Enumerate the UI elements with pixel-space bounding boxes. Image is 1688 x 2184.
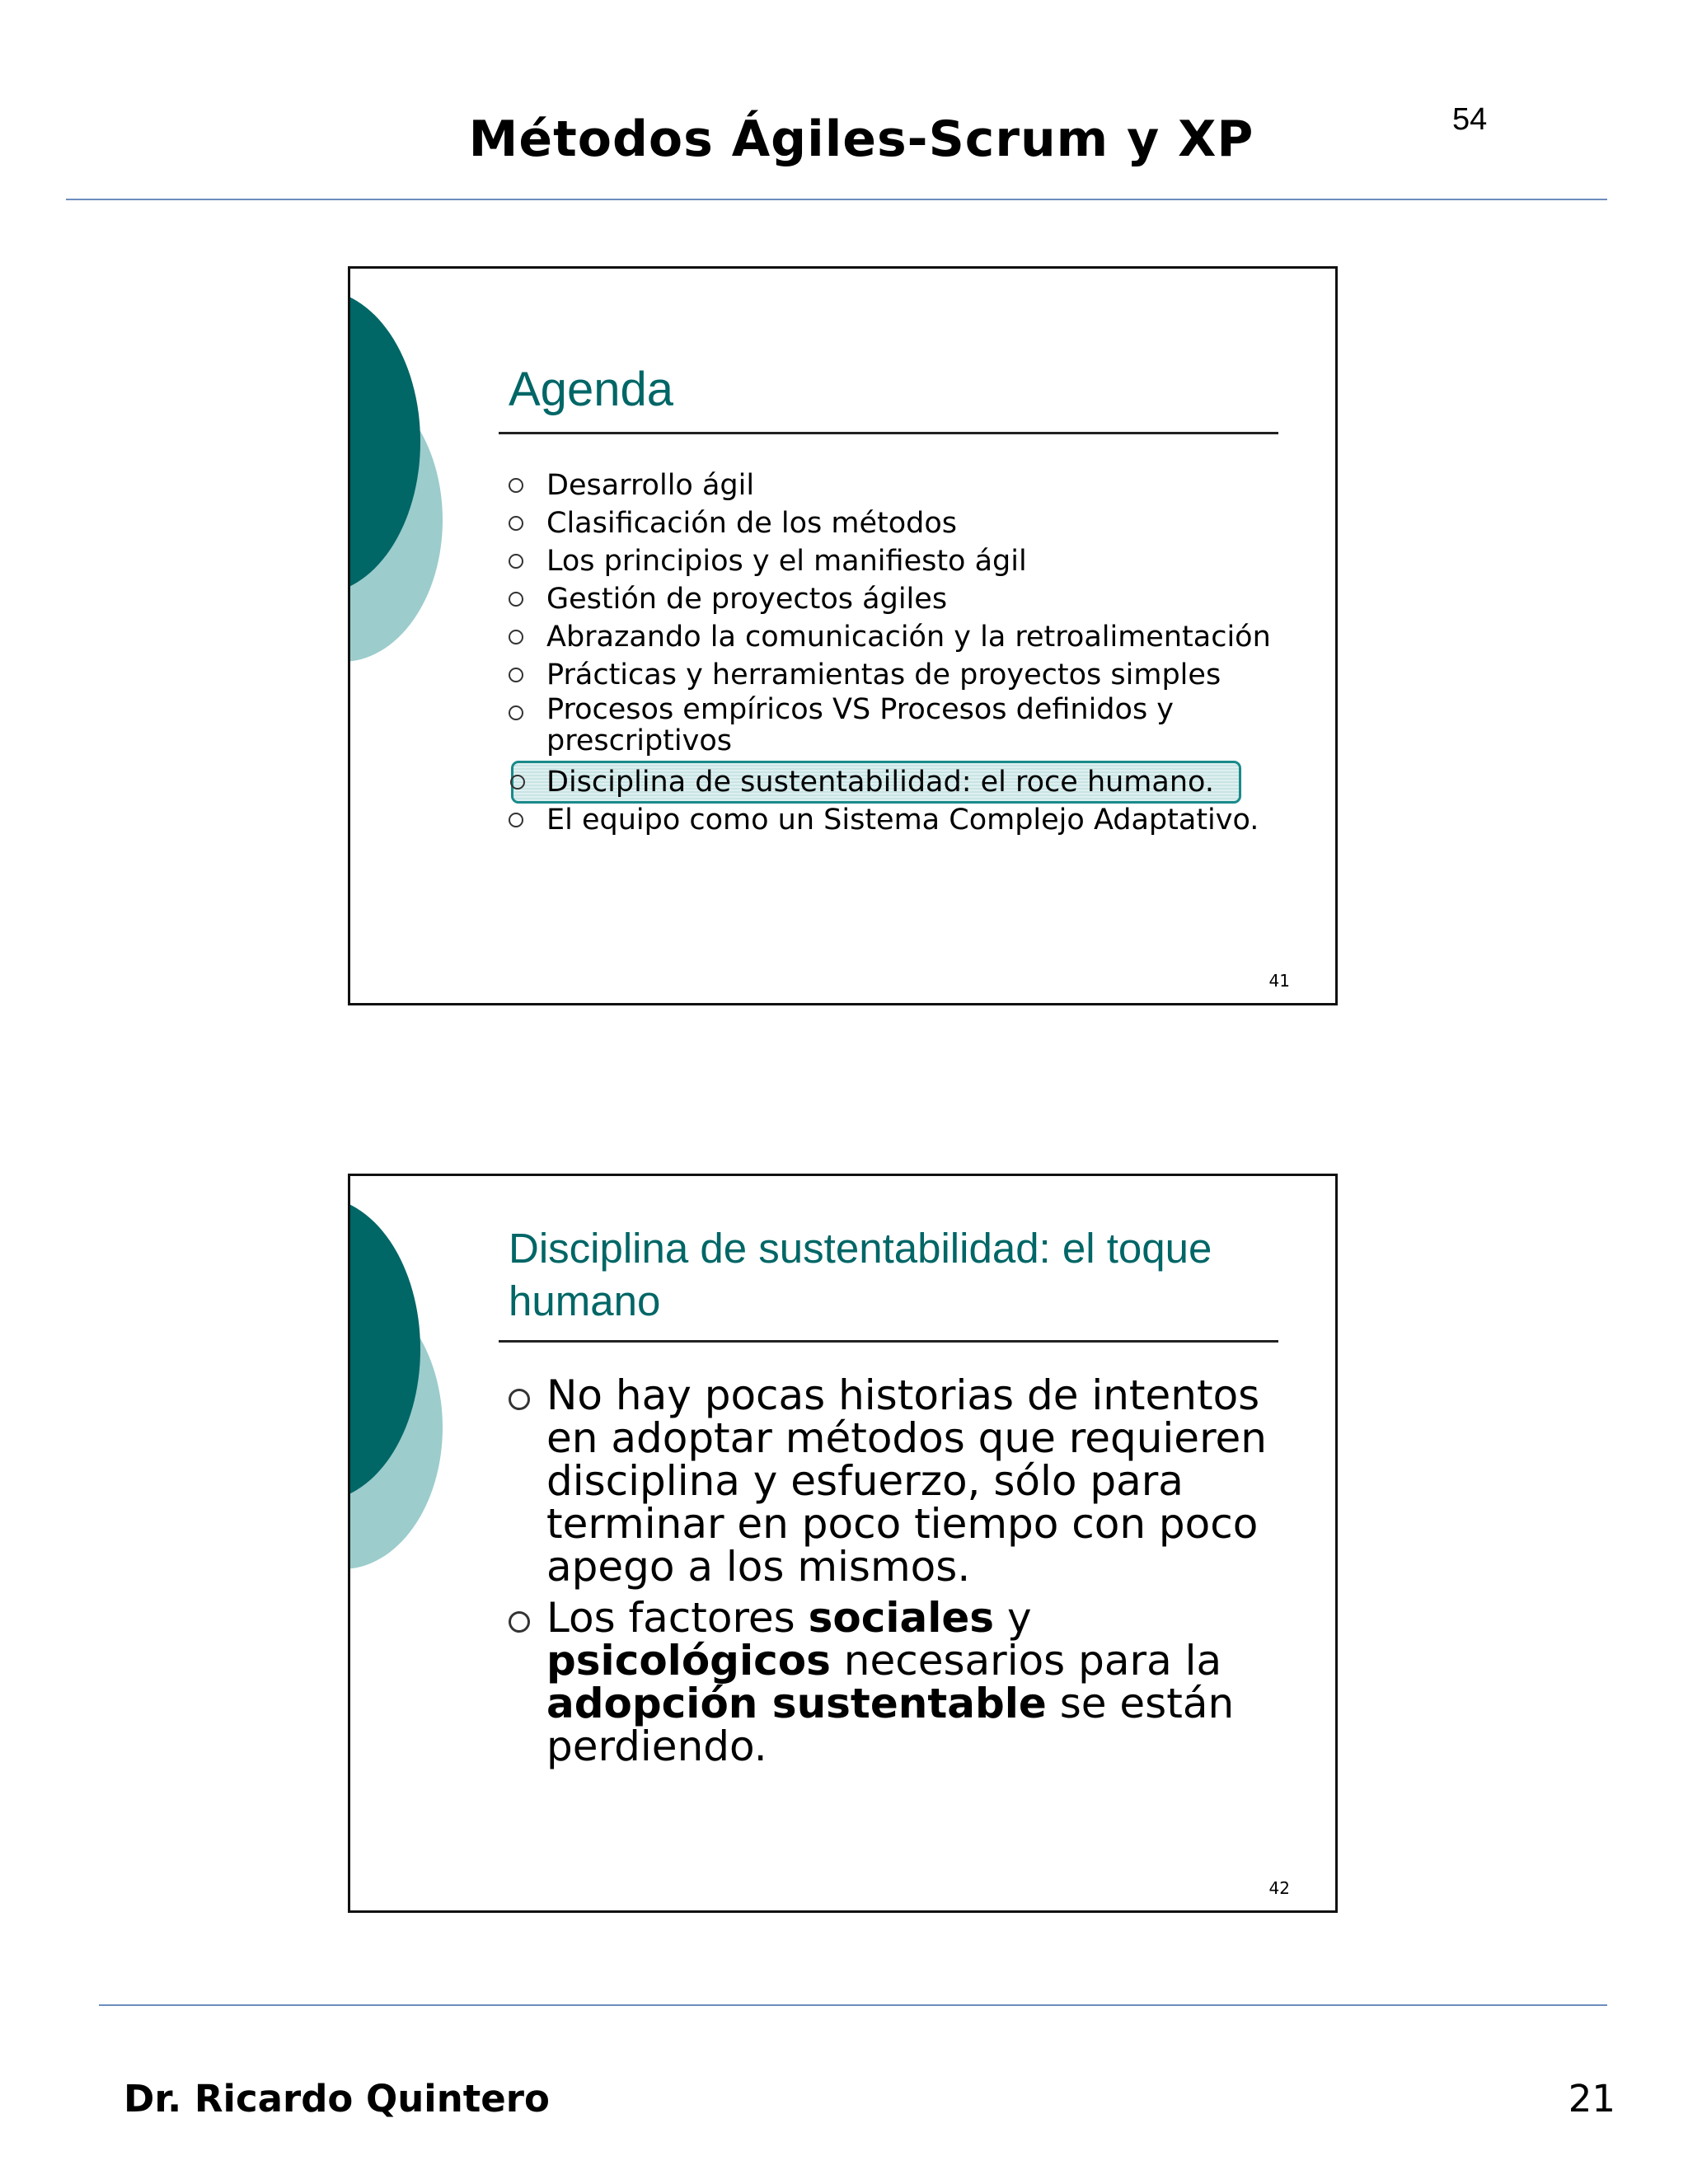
slide-decoration-circles bbox=[350, 269, 482, 1005]
agenda-list bbox=[509, 466, 1283, 839]
circle-bullet-icon bbox=[509, 592, 523, 607]
circle-bullet-icon bbox=[509, 630, 523, 644]
page-number-top: 54 bbox=[1452, 102, 1488, 137]
slide-title: Disciplina de sustentabilidad: el toque humano bbox=[509, 1225, 1212, 1324]
circle-bullet-icon bbox=[509, 1389, 530, 1410]
slide-title-divider bbox=[499, 432, 1278, 434]
list-item-text: Prácticas y herramientas de proyectos simples bbox=[546, 658, 1221, 691]
slide-agenda bbox=[348, 266, 1338, 1005]
list-item-text: Gestión de proyectos ágiles bbox=[546, 583, 948, 616]
circle-bullet-icon bbox=[510, 775, 525, 790]
list-item bbox=[509, 542, 1283, 580]
list-item bbox=[509, 466, 1283, 504]
circle-bullet-icon bbox=[509, 1611, 530, 1633]
footer-page-number: 21 bbox=[1568, 2077, 1615, 2121]
slide-title-divider bbox=[499, 1340, 1278, 1343]
list-item-text: Clasificación de los métodos bbox=[546, 507, 957, 540]
list-item bbox=[509, 1596, 1275, 1768]
slide-sustainability bbox=[348, 1174, 1338, 1913]
circle-bullet-icon bbox=[509, 813, 523, 827]
list-item-text: Abrazando la comunicación y la retroalimentación bbox=[546, 621, 1271, 654]
list-item bbox=[509, 656, 1283, 694]
list-item-text: Disciplina de sustentabilidad: el roce humano. bbox=[546, 766, 1214, 799]
list-item-text: Desarrollo ágil bbox=[546, 469, 755, 502]
list-item bbox=[509, 801, 1283, 839]
circle-bullet-icon bbox=[509, 705, 523, 720]
list-item-text: Procesos empíricos VS Procesos definidos y prescriptivos bbox=[546, 693, 1175, 757]
slide-number: 41 bbox=[1268, 971, 1290, 991]
footer-divider bbox=[99, 2004, 1607, 2006]
list-item bbox=[509, 504, 1283, 542]
slide-number: 42 bbox=[1268, 1878, 1290, 1898]
list-item bbox=[509, 694, 1283, 757]
slide-decoration-circles bbox=[350, 1176, 482, 1913]
list-item bbox=[509, 1371, 1275, 1591]
list-item-text: Los factores sociales y psicológicos necesarios para la adopción sustentable se están perdiendo. bbox=[546, 1594, 1235, 1770]
circle-bullet-icon bbox=[509, 554, 523, 569]
list-item bbox=[509, 580, 1283, 618]
slide-title: Agenda bbox=[509, 363, 673, 416]
list-item-text: No hay pocas historias de intentos en adoptar métodos que requieren disciplina y esfuerzo, sólo para terminar en poco tiempo con poco apego a los mismos. bbox=[546, 1371, 1267, 1591]
page-title: Métodos Ágiles-Scrum y XP bbox=[468, 110, 1254, 168]
list-item bbox=[509, 618, 1283, 656]
list-item-highlighted bbox=[513, 763, 1239, 801]
circle-bullet-icon bbox=[509, 478, 523, 493]
header-divider bbox=[66, 199, 1607, 200]
bullet-list bbox=[509, 1371, 1275, 1776]
circle-bullet-icon bbox=[509, 668, 523, 682]
footer-author: Dr. Ricardo Quintero bbox=[124, 2077, 550, 2121]
circle-bullet-icon bbox=[509, 516, 523, 531]
list-item-text: El equipo como un Sistema Complejo Adaptativo. bbox=[546, 804, 1259, 837]
list-item-text: Los principios y el manifiesto ágil bbox=[546, 545, 1027, 578]
